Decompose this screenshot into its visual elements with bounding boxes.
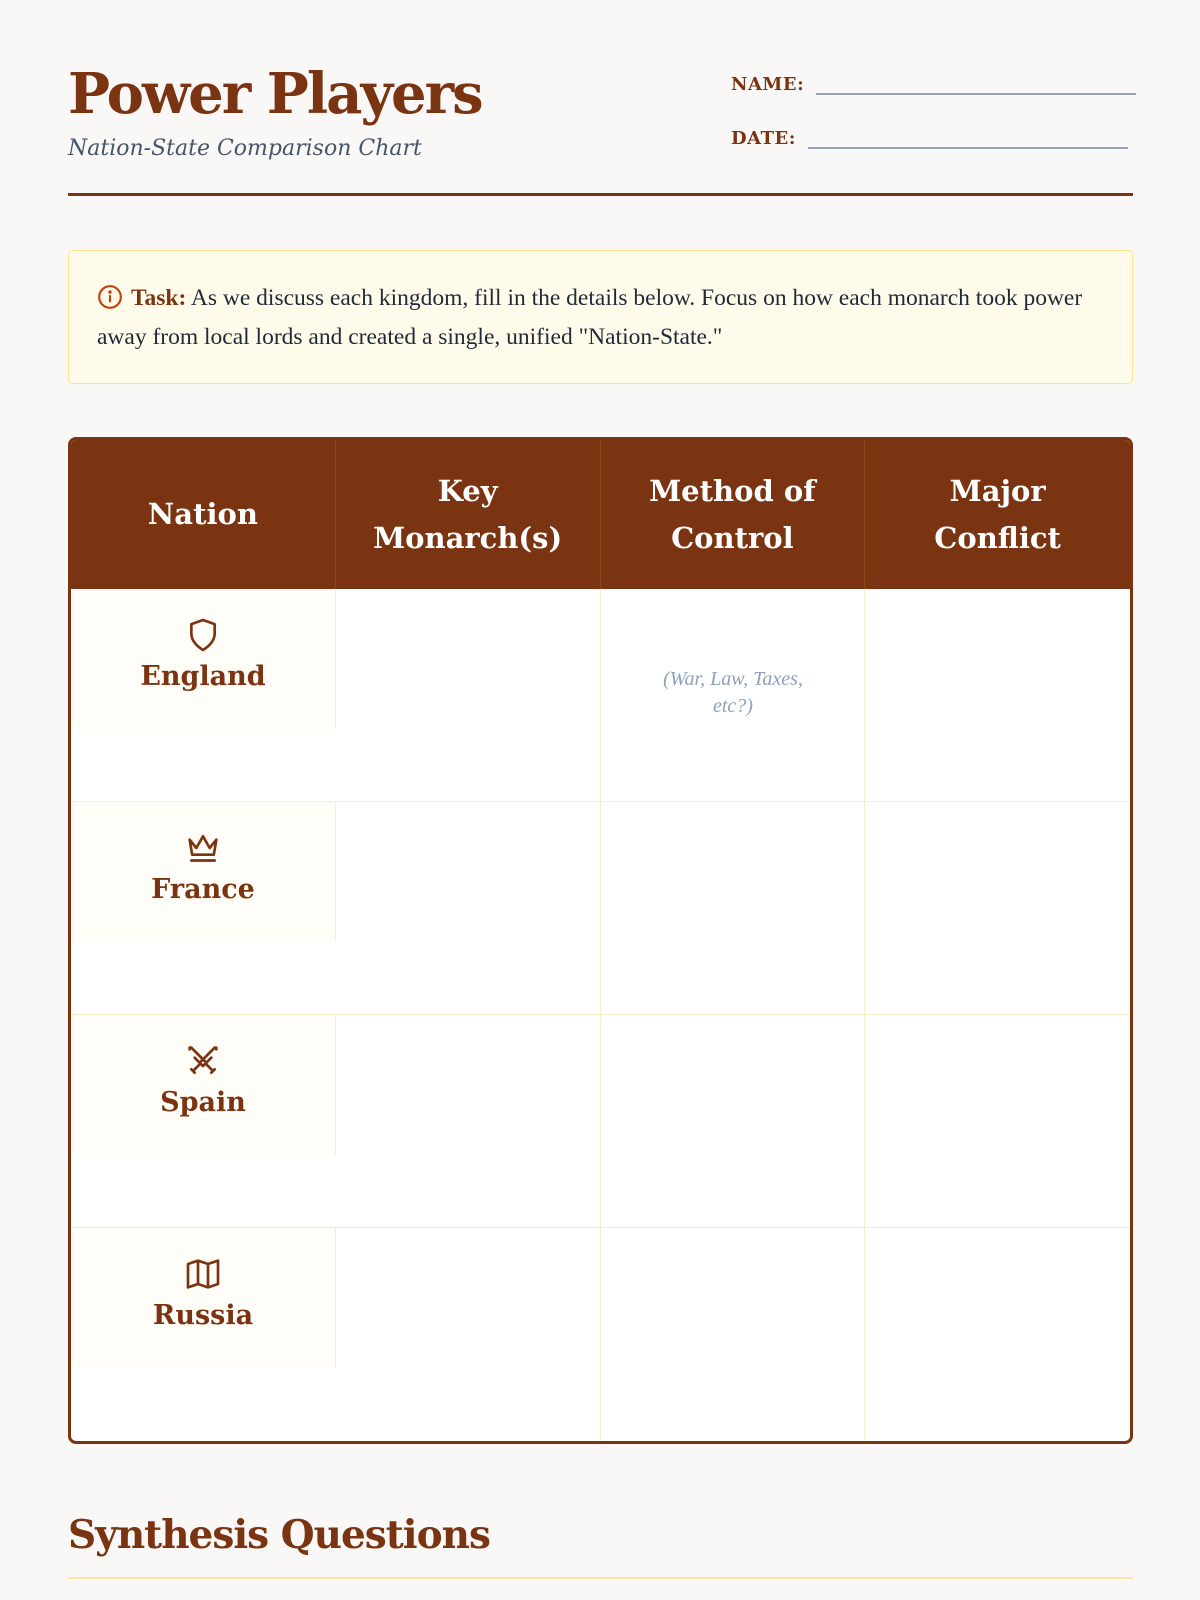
nation-cell xyxy=(71,802,336,1014)
column-header-major-conflict: Major Conflict xyxy=(934,473,1061,555)
column-header-method-of-control: Method of Control xyxy=(601,440,866,589)
name-input-line[interactable] xyxy=(816,75,1136,95)
nation-name: England xyxy=(140,661,266,692)
page-title: Power Players xyxy=(68,61,482,127)
task-text: As we discuss each kingdom, fill in the details below. Focus on how each monarch took power away from local lords and created a single, unified "Nation-State." xyxy=(97,285,1083,350)
task-box xyxy=(68,250,1133,384)
nation-header xyxy=(71,1228,336,1368)
nation-name: France xyxy=(151,874,255,905)
method-of-control-cell[interactable] xyxy=(601,1228,866,1441)
section-divider xyxy=(68,1577,1133,1579)
key-monarchs-cell[interactable] xyxy=(336,802,601,1014)
major-conflict-cell[interactable] xyxy=(865,802,1130,1014)
column-header-nation: Nation xyxy=(71,440,336,589)
worksheet-header xyxy=(68,0,1133,196)
method-of-control-cell[interactable] xyxy=(601,589,866,801)
key-monarchs-cell[interactable] xyxy=(336,1228,601,1441)
nation-name: Spain xyxy=(160,1087,246,1118)
name-field xyxy=(731,74,1136,95)
date-input-line[interactable] xyxy=(808,129,1128,149)
method-hint: (War, Law, Taxes, etc?) xyxy=(663,668,803,717)
major-conflict-cell[interactable] xyxy=(865,1015,1130,1227)
table-row-england xyxy=(71,589,1130,802)
key-monarchs-cell[interactable] xyxy=(336,1015,601,1227)
table-body xyxy=(71,589,1130,1441)
nation-cell xyxy=(71,589,336,801)
table-row-spain xyxy=(71,1015,1130,1228)
date-label: DATE: xyxy=(731,128,796,149)
crown-icon xyxy=(183,828,223,868)
major-conflict-cell[interactable] xyxy=(865,589,1130,801)
nation-name: Russia xyxy=(152,1300,254,1331)
table-header xyxy=(71,440,1130,589)
method-of-control-cell[interactable] xyxy=(601,1015,866,1227)
name-label: NAME: xyxy=(731,74,805,95)
key-monarchs-cell[interactable] xyxy=(336,589,601,801)
column-header-key-monarchs: Key Monarch(s) xyxy=(336,440,601,589)
table-row-russia xyxy=(71,1228,1130,1441)
date-field xyxy=(731,128,1128,149)
nation-cell xyxy=(71,1015,336,1227)
map-icon xyxy=(183,1254,223,1294)
nation-cell xyxy=(71,1228,336,1441)
nation-header xyxy=(71,589,336,729)
method-of-control-cell[interactable] xyxy=(601,802,866,1014)
worksheet-page xyxy=(68,0,1133,1558)
page-subtitle: Nation-State Comparison Chart xyxy=(68,136,422,161)
shield-icon xyxy=(183,615,223,655)
table-row-france xyxy=(71,802,1130,1015)
crossed-swords-icon xyxy=(183,1041,223,1081)
task-label: Task: xyxy=(131,285,187,311)
nation-header xyxy=(71,1015,336,1155)
major-conflict-cell[interactable] xyxy=(865,1228,1130,1441)
nation-header xyxy=(71,802,336,942)
section-title: Synthesis Questions xyxy=(68,1512,490,1558)
info-icon xyxy=(97,284,123,310)
comparison-table xyxy=(68,437,1133,1444)
